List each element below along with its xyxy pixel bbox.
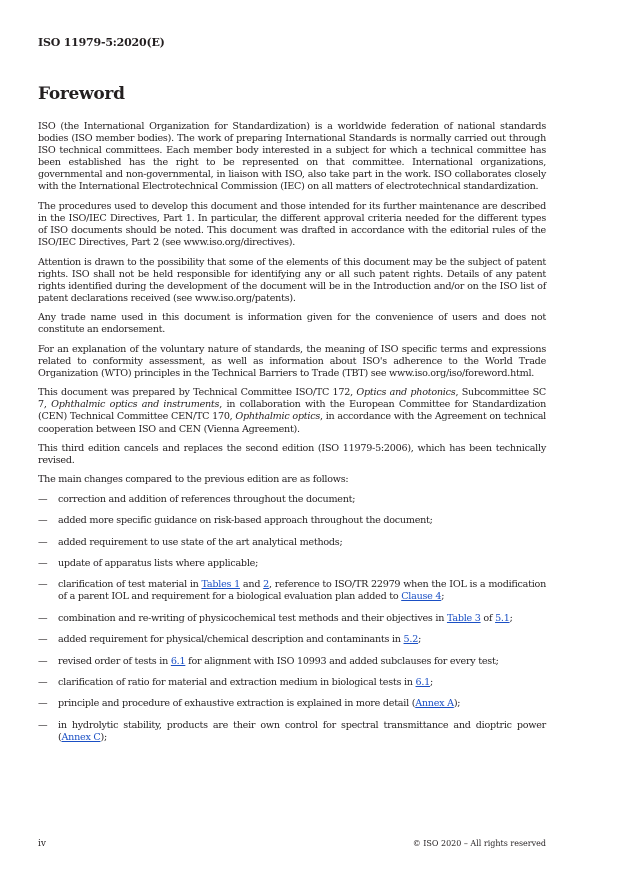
text: ; [441, 591, 445, 603]
list-item [38, 613, 546, 625]
text: , in collaboration with the European Committee for Standardization (CEN) Technical Committee CEN/TC 170, [38, 399, 546, 423]
list-item-text [58, 720, 546, 744]
list-item-text [58, 634, 546, 646]
link-clause-5-2[interactable]: 5.2 [403, 634, 419, 646]
list-item [38, 537, 546, 549]
text: combination and re-writing of physicochemical test methods and their objectives in [58, 612, 447, 624]
paragraph-patents: Attention is drawn to the possibility that some of the elements of this document may be the subject of patent rights. ISO shall not be held responsible for identifying any or all such patent rights. Details of any patent rights identified during the development of the document will be in the Introduction and/or on the ISO list of patent declarations received (see www.iso.org/patents). [38, 256, 546, 304]
list-item-text: added more specific guidance on risk-based approach throughout the document; [58, 515, 433, 527]
text: ); [100, 731, 107, 743]
link-clause-5-1[interactable]: 5.1 [495, 612, 510, 624]
dash-bullet: — [38, 579, 48, 591]
list-item [38, 494, 546, 506]
list-item-text [58, 579, 546, 603]
text: principle and procedure of exhaustive extraction is explained in more detail ( [58, 698, 416, 710]
text: revised order of tests in [58, 655, 171, 667]
paragraph-iso-intro: ISO (the International Organization for Standardization) is a worldwide federation of national standards bodies (ISO member bodies). The work of preparing International Standards is normally carried out through ISO technical committees. Each member body interested in a subject for which a technical committee has been established has the right to be represented on that committee. International organizations, governmental and non-governmental, in liaison with ISO, also take part in the work. ISO collaborates closely with the International Electrotechnical Commission (IEC) on all matters of electrotechnical standardization. [38, 121, 546, 193]
link-clause-4[interactable]: Clause 4 [401, 591, 442, 603]
link-table-3[interactable]: Table 3 [446, 612, 481, 624]
dash-bullet: — [38, 719, 48, 731]
list-item [38, 656, 546, 668]
dash-bullet: — [38, 515, 48, 527]
text: added requirement for physical/chemical description and contaminants in [58, 634, 404, 646]
foreword-body [38, 121, 546, 753]
list-item [38, 720, 546, 744]
paragraph-main-changes: The main changes compared to the previous edition are as follows: [38, 474, 349, 486]
list-item [38, 579, 546, 603]
dash-bullet: — [38, 612, 48, 624]
list-item [38, 634, 546, 646]
text: clarification of ratio for material and extraction medium in biological tests in [58, 677, 416, 689]
text: ; [430, 677, 434, 689]
list-item [38, 558, 546, 570]
text: , Subcommittee SC 7, [38, 387, 547, 411]
copyright-notice: © ISO 2020 – All rights reserved [412, 839, 546, 848]
text: clarification of test material in [58, 579, 202, 591]
text: , reference to ISO/TR 22979 when the IOL is a modification of a parent IOL and requirement for a biological evaluation plan added to [58, 579, 547, 603]
list-item [38, 515, 546, 527]
link-tables-1[interactable]: Tables 1 [201, 579, 240, 591]
dash-bullet: — [38, 536, 48, 548]
text: , in accordance with the Agreement on technical cooperation between ISO and CEN (Vienna Agreement). [38, 411, 546, 435]
paragraph-committee [38, 387, 546, 435]
document-id-header: ISO 11979-5:2020(E) [38, 36, 165, 49]
paragraph-voluntary-nature: For an explanation of the voluntary nature of standards, the meaning of ISO specific terms and expressions related to conformity assessment, as well as information about ISO's adherence to the World Trade Organization (WTO) principles in the Technical Barriers to Trade (TBT) see www.iso.org/iso/foreword.html. [38, 343, 546, 379]
list-item-text [58, 656, 546, 668]
list-item-text [58, 677, 546, 689]
link-annex-c[interactable]: Annex C [61, 731, 101, 743]
list-item-text [58, 613, 546, 625]
paragraph-edition: This third edition cancels and replaces the second edition (ISO 11979-5:2006), which has been technically revised. [38, 442, 546, 467]
dash-bullet: — [38, 557, 48, 569]
text: of [480, 612, 496, 624]
cen-committee-name: Ophthalmic optics [235, 411, 321, 423]
dash-bullet: — [38, 677, 48, 689]
section-title: Foreword [38, 84, 125, 104]
dash-bullet: — [38, 698, 48, 710]
page-number: iv [38, 839, 46, 849]
text: and [240, 579, 264, 591]
link-clause-6-1[interactable]: 6.1 [415, 677, 431, 689]
dash-bullet: — [38, 655, 48, 667]
list-item-text [58, 698, 546, 710]
paragraph-procedures: The procedures used to develop this document and those intended for its further maintenance are described in the ISO/IEC Directives, Part 1. In particular, the different approval criteria needed for the different types of ISO documents should be noted. This document was drafted in accordance with the editorial rules of the ISO/IEC Directives, Part 2 (see www.iso.org/directives). [38, 200, 546, 249]
text: ; [509, 612, 513, 624]
dash-bullet: — [38, 634, 48, 646]
text: ; [418, 634, 422, 646]
text: for alignment with ISO 10993 and added subclauses for every test; [185, 655, 499, 667]
text: This document was prepared by Technical Committee ISO/TC 172, [38, 387, 357, 399]
subcommittee-name: Ophthalmic optics and instruments [51, 399, 220, 411]
committee-name: Optics and photonics [356, 387, 456, 399]
link-clause-6-1[interactable]: 6.1 [170, 655, 186, 667]
dash-bullet: — [38, 493, 48, 505]
list-item-text: update of apparatus lists where applicable; [58, 557, 259, 569]
text: ); [453, 698, 461, 710]
list-item [38, 677, 546, 689]
text: in hydrolytic stability, products are their own control for spectral transmittance and dioptric power ( [58, 719, 546, 743]
link-annex-a[interactable]: Annex A [415, 698, 454, 710]
list-item [38, 698, 546, 710]
link-table-2[interactable]: 2 [263, 579, 270, 591]
paragraph-trade-name: Any trade name used in this document is information given for the convenience of users and does not constitute an endorsement. [38, 312, 546, 336]
list-item-text: correction and addition of references throughout the document; [58, 493, 356, 505]
list-item-text: added requirement to use state of the art analytical methods; [58, 536, 343, 548]
